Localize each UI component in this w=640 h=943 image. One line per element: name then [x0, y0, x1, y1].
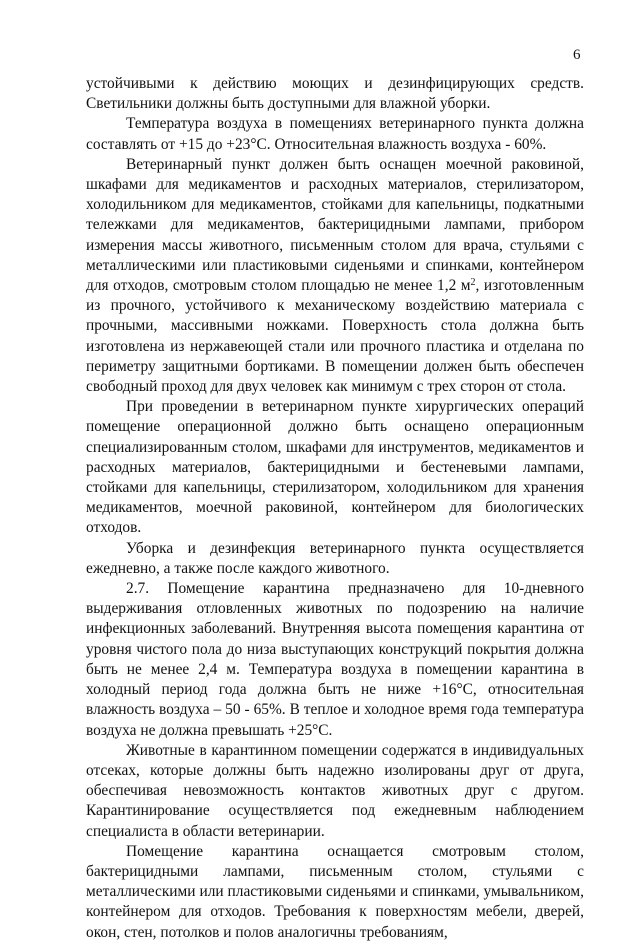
- paragraph-surgery-room: При проведении в ветеринарном пункте хирургических операций помещение операционной должно быть оснащено операционным специализированным столом, шкафами для инструментов, медикаментов и расходных материалов, бактерицидными и бестеневыми лампами, стойками для капельницы, стерилизатором, холодильником для хранения медикаментов, моечной раковиной, контейнером для биологических отходов.: [86, 398, 584, 537]
- superscript-square: 2: [470, 277, 476, 289]
- document-body: [86, 74, 584, 943]
- page-number: 6: [573, 47, 581, 63]
- paragraph-temperature: Температура воздуха в помещениях ветеринарного пункта должна составлять от +15 до +23°С. Относительная влажность воздуха - 60%.: [86, 115, 584, 153]
- paragraph-cleaning: Уборка и дезинфекция ветеринарного пункта осуществляется ежедневно, а также после каждого животного.: [86, 539, 584, 577]
- paragraph-quarantine-room: 2.7. Помещение карантина предназначено для 10-дневного выдерживания отловленных животных по подозрению на наличие инфекционных заболеваний. Внутренняя высота помещения карантина от уровня чистого пола до низа выступающих конструкций покрытия должна быть не менее 2,4 м. Температура воздуха в помещении карантина в холодный период года должна быть не ниже +16°С, относительная влажность воздуха – 50 - 65%. В теплое и холодное время года температура воздуха не должна превышать +25°С.: [86, 580, 584, 739]
- paragraph-vet-point-equipment: [86, 155, 584, 397]
- paragraph-vet-point-equipment-text-b: , изготовленным из прочного, устойчивого к механическому воздействию материала с прочными, массивными ножками. Поверхность стола должна быть изготовлена из нержавеющей стали или прочного пластика и отделана по периметру защитными бортиками. В помещении должен быть обеспечен свободный проход для двух человек как минимум с трех сторон от стола.: [86, 277, 584, 396]
- paragraph-quarantine-equipment: Помещение карантина оснащается смотровым столом, бактерицидными лампами, письменным столом, стульями с металлическими или пластиковыми сиденьями и спинками, умывальником, контейнером для отходов. Требования к поверхностям мебели, дверей, окон, стен, потолков и полов аналогичны требованиям,: [86, 842, 584, 941]
- paragraph-vet-point-equipment-text-a: Ветеринарный пункт должен быть оснащен моечной раковиной, шкафами для медикаментов и расходных материалов, стерилизатором, холодильником для медикаментов, стойками для капельницы, подкатными тележками для медикаментов, бактерицидными лампами, прибором измерения массы животного, письменным столом для врача, стульями с металлическими или пластиковыми сиденьями и спинками, контейнером для отходов, смотровым столом площадью не менее 1,2 м: [86, 155, 584, 295]
- paragraph-continuation: устойчивыми к действию моющих и дезинфицирующих средств. Светильники должны быть доступными для влажной уборки.: [86, 75, 584, 113]
- paragraph-quarantine-animals: Животные в карантинном помещении содержатся в индивидуальных отсеках, которые должны быть надежно изолированы друг от друга, обеспечивая невозможность контактов животных друг с другом. Карантинирование осуществляется под ежедневным наблюдением специалиста в области ветеринарии.: [86, 741, 584, 840]
